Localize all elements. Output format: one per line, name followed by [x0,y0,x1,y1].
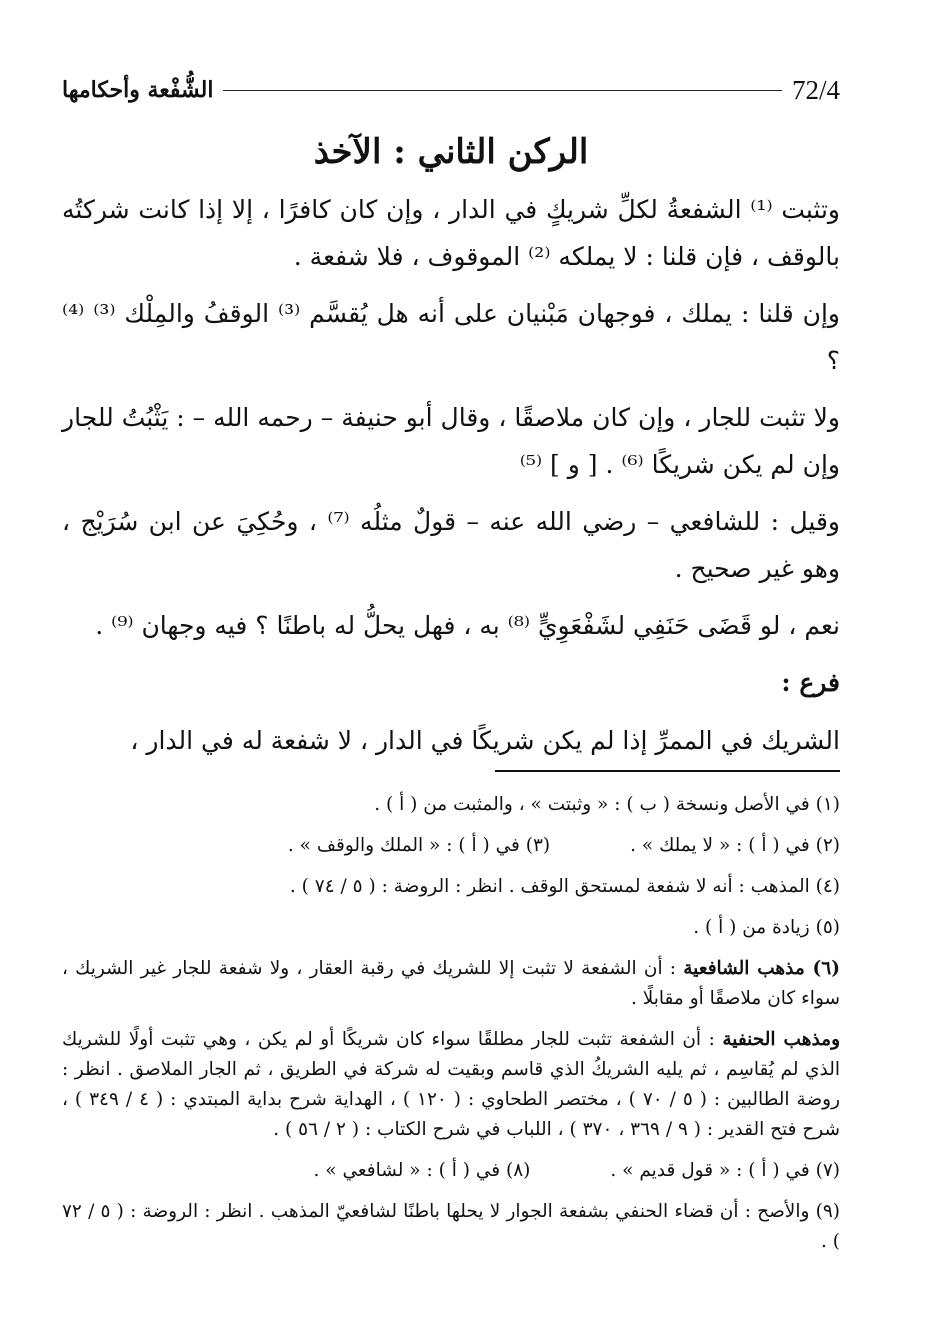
footnote-row [62,831,840,861]
footnote: (٢) في ( أ ) : « لا يملك » . [630,835,840,856]
far3-heading: فرع : [781,668,840,697]
footnote-text: : أن الشفعة لا تثبت إلا للشريك في رقبة العقار ، ولا شفعة للجار غير الشريك ، سواء كان ملاصقًا أو مقابلًا . [62,958,840,1009]
page-number: 72/4 [791,74,840,105]
header-rule [223,90,782,91]
footnote-label: ومذهب الحنفية [722,1029,841,1050]
footnote: (٣) في ( أ ) : « الملك والوقف » . [287,835,551,856]
footnote-label: (٦) مذهب الشافعية [683,958,840,979]
footnote [62,954,840,1014]
footnotes [62,790,840,1257]
paragraph: نعم ، لو قَضَى حَنَفِي لشَفْعَوِيٍّ ⁽⁸⁾ به ، فهل يحلُّ له باطنًا ؟ فيه وجهان ⁽⁹⁾ . [95,611,840,640]
section-title: الركن الثاني : الآخذ [313,132,589,172]
running-title: الشُّفْعة وأحكامها [62,77,214,103]
footnote: (٧) في ( أ ) : « قول قديم » . [610,1160,840,1181]
far3-text: الشريك في الممرِّ إذا لم يكن شريكًا في الدار ، لا شفعة له في الدار ، [130,726,840,755]
footnote: (٤) المذهب : أنه لا شفعة لمستحق الوقف . انظر : الروضة : ( ٥ / ٧٤ ) . [289,876,840,897]
footnote-separator [495,770,840,772]
footnote: (٩) والأصح : أن قضاء الحنفي بشفعة الجوار لا يحلها باطنًا لشافعيّ المذهب . انظر : الروضة : ( ٥ / ٧٢ ) . [62,1201,841,1252]
footnote: (١) في الأصل ونسخة ( ب ) : « وثبتت » ، والمثبت من ( أ ) . [374,794,840,815]
paragraph: وتثبت ⁽¹⁾ الشفعةُ لكلِّ شريكٍ في الدار ، وإن كان كافرًا ، إلا إذا كانت شركتُه بالوقف ، فإن قلنا : لا يملكه ⁽²⁾ الموقوف ، فلا شفعة . [62,195,840,271]
footnote: (٥) زيادة من ( أ ) . [693,917,840,938]
footnote-text: : أن الشفعة تثبت للجار مطلقًا سواء كان شريكًا أو لم يكن ، وهي تثبت أولًا للشريك الذي لم يُقاسِم ، ثم يليه الشريكُ الذي قاسم وبقيت له شركة في الطريق ، ثم الجار الملاصق . انظر : روضة الطالبين : ( ٥ / ٧٠ ) ، مختصر الطحاوي : ( ١٢٠ ) ، الهداية شرح بداية المبتدي : ( ٤ / ٣٤٩ ) ، شرح فتح القدير : ( ٩ / ٣٦٩ ، ٣٧٠ ) ، اللباب في شرح الكتاب : ( ٢ / ٥٦ ) . [62,1029,841,1140]
page-header [62,70,840,110]
footnote [62,1025,840,1145]
main-text [62,186,840,770]
footnote-row [62,1156,840,1186]
document-page [62,70,840,1268]
paragraph: وإن قلنا : يملك ، فوجهان مَبْنيان على أنه هل يُقسَّم ⁽³⁾ الوقفُ والمِلْك ⁽³⁾ ⁽⁴⁾ ؟ [62,299,840,375]
paragraph: ولا تثبت للجار ، وإن كان ملاصقًا ، وقال أبو حنيفة – رحمه الله – : يَثْبُتُ للجار وإن لم يكن شريكًا ⁽⁶⁾ . [ و ] ⁽⁵⁾ [62,403,840,479]
paragraph: وقيل : للشافعي – رضي الله عنه – قولٌ مثلُه ⁽⁷⁾ ، وحُكِيَ عن ابن سُرَيْج ، وهو غير صحيح . [62,507,840,583]
footnote: (٨) في ( أ ) : « لشافعي » . [313,1160,531,1181]
